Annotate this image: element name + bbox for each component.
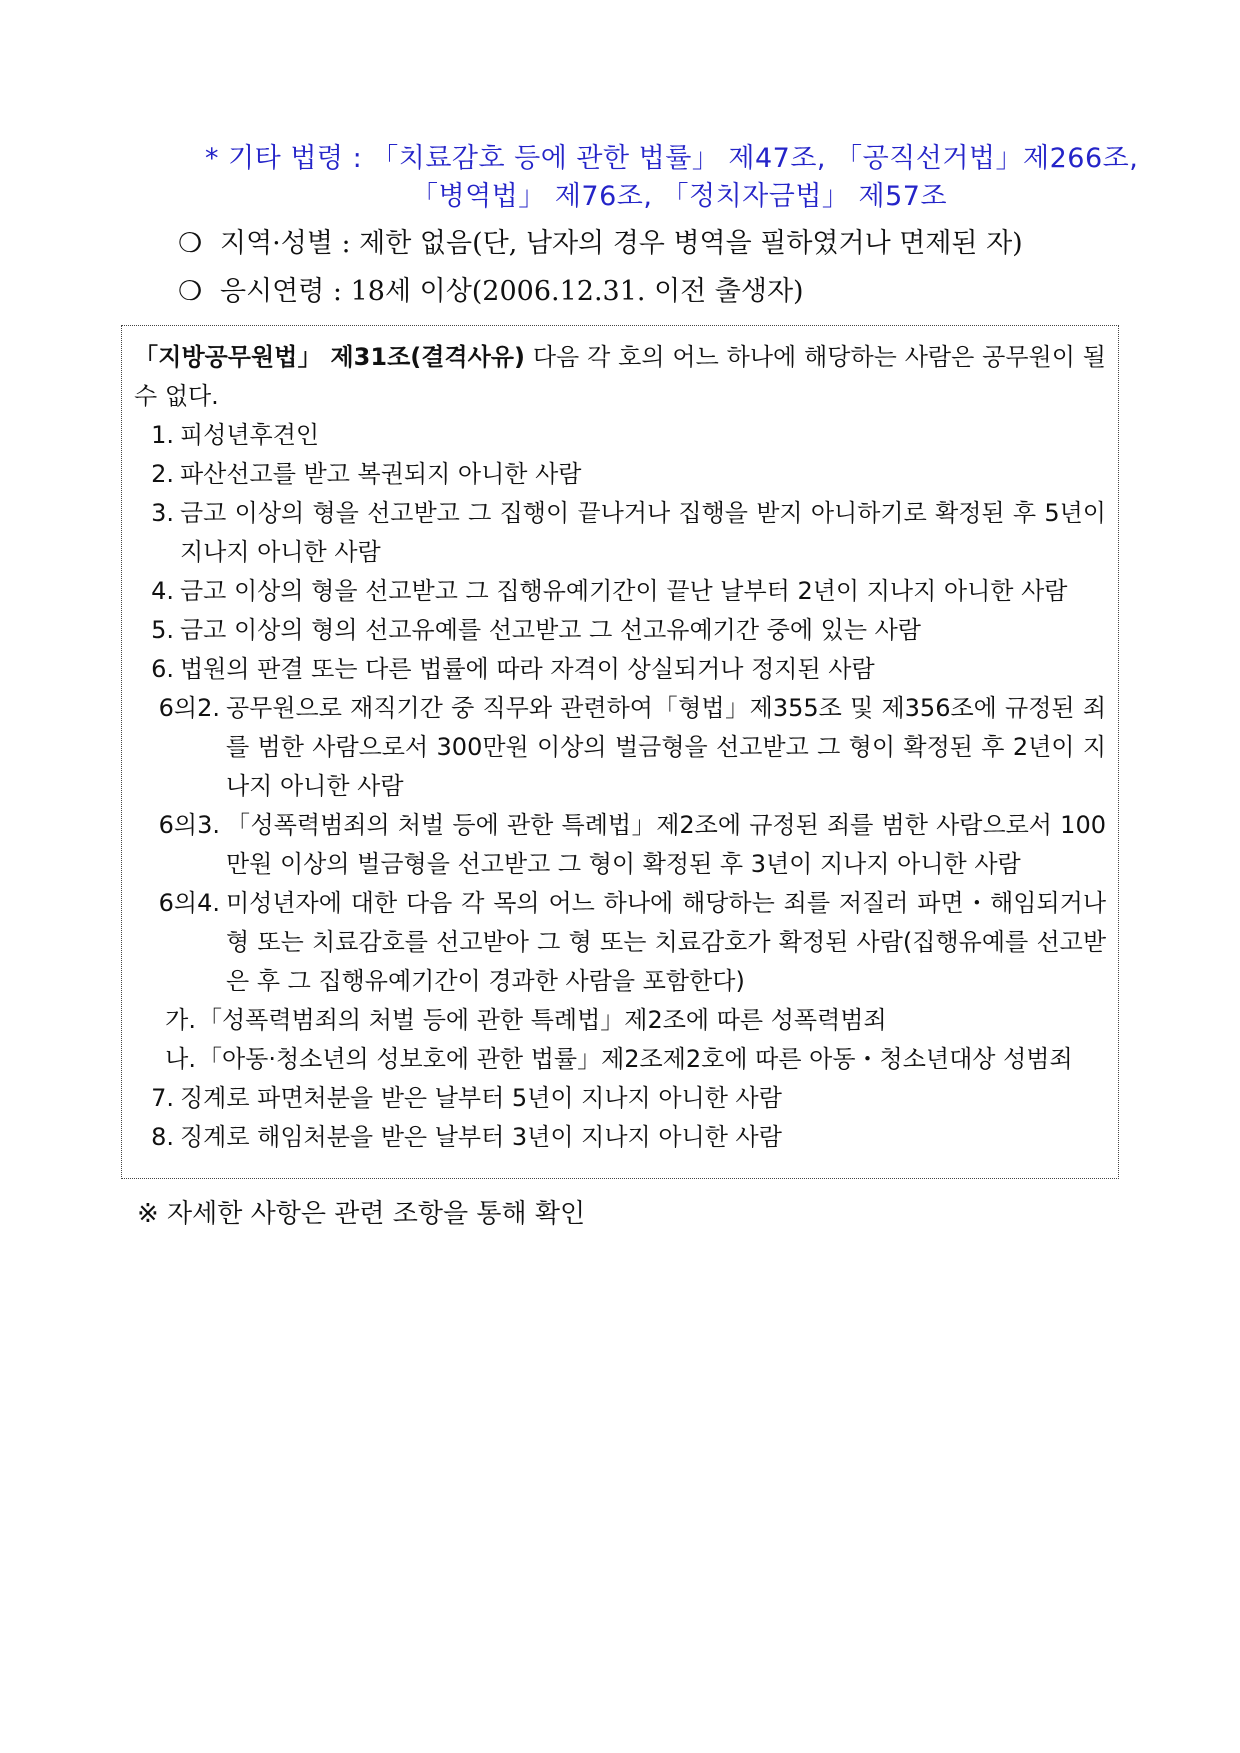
- list-item: [134, 494, 1106, 572]
- item-number: 가.: [165, 1006, 196, 1034]
- list-item: [134, 689, 1106, 806]
- list-item: [134, 572, 1106, 611]
- list-item: [134, 416, 1106, 455]
- item-text: 피성년후견인: [180, 421, 320, 449]
- item-number: 6의2.: [158, 694, 220, 722]
- item-text: 미성년자에 대한 다음 각 목의 어느 하나에 해당하는 죄를 저질러 파면・해임되거나 형 또는 치료감호를 선고받아 그 형 또는 치료감호가 확정된 사람(집행유예를 선고받은 후 그 집행유예기간이 경과한 사람을 포함한다): [226, 889, 1106, 995]
- item-number: 5.: [151, 616, 174, 644]
- item-text: 「성폭력범죄의 처벌 등에 관한 특례법」제2조에 규정된 죄를 범한 사람으로서 100만원 이상의 벌금형을 선고받고 그 형이 확정된 후 3년이 지나지 아니한 사람: [226, 811, 1106, 878]
- circle-bullet-icon: ❍: [178, 276, 203, 307]
- list-item: [134, 884, 1106, 1001]
- item-number: 6.: [151, 655, 174, 683]
- age-bullet: [178, 274, 1138, 310]
- footer-note: ※ 자세한 사항은 관련 조항을 통해 확인: [137, 1199, 586, 1229]
- item-number: 4.: [151, 577, 174, 605]
- region-gender-text: 지역·성별 : 제한 없음(단, 남자의 경우 병역을 필하였거나 면제된 자): [220, 228, 1023, 259]
- disqualification-box: [121, 325, 1119, 1179]
- age-text: 응시연령 : 18세 이상(2006.12.31. 이전 출생자): [220, 276, 804, 307]
- item-text: 금고 이상의 형을 선고받고 그 집행유예기간이 끝난 날부터 2년이 지나지 아니한 사람: [180, 577, 1068, 605]
- item-text: 징계로 해임처분을 받은 날부터 3년이 지나지 아니한 사람: [180, 1123, 782, 1151]
- circle-bullet-icon: ❍: [178, 228, 203, 259]
- item-number: 1.: [151, 421, 174, 449]
- list-item: [134, 1079, 1106, 1118]
- item-text: 「아동·청소년의 성보호에 관한 법률」제2조제2호에 따른 아동・청소년대상 성범죄: [198, 1045, 1073, 1073]
- item-number: 6의4.: [158, 889, 220, 917]
- item-text: 공무원으로 재직기간 중 직무와 관련하여「형법」제355조 및 제356조에 규정된 죄를 범한 사람으로서 300만원 이상의 벌금형을 선고받고 그 형이 확정된 후 2년이 지나지 아니한 사람: [226, 694, 1106, 800]
- list-item: [134, 455, 1106, 494]
- sub-list-item: [134, 1001, 1106, 1040]
- other-laws-line-2: 「병역법」 제76조, 「정치자금법」 제57조: [411, 181, 948, 212]
- item-text: 금고 이상의 형의 선고유예를 선고받고 그 선고유예기간 중에 있는 사람: [180, 616, 921, 644]
- item-number: 나.: [165, 1045, 196, 1073]
- item-number: 8.: [151, 1123, 174, 1151]
- item-number: 6의3.: [158, 811, 220, 839]
- item-number: 7.: [151, 1084, 174, 1112]
- list-item: [134, 611, 1106, 650]
- law-intro: [134, 338, 1106, 416]
- list-item: [134, 806, 1106, 884]
- item-text: 파산선고를 받고 복권되지 아니한 사람: [180, 460, 582, 488]
- list-item: [134, 1118, 1106, 1157]
- law-title: 「지방공무원법」 제31조(결격사유): [134, 343, 525, 371]
- item-text: 징계로 파면처분을 받은 날부터 5년이 지나지 아니한 사람: [180, 1084, 782, 1112]
- sub-list-item: [134, 1040, 1106, 1079]
- other-laws-line-1: * 기타 법령 : 「치료감호 등에 관한 법률」 제47조, 「공직선거법」제266조,: [205, 143, 1139, 174]
- item-text: 「성폭력범죄의 처벌 등에 관한 특례법」제2조에 따른 성폭력범죄: [198, 1006, 887, 1034]
- item-number: 2.: [151, 460, 174, 488]
- item-number: 3.: [151, 499, 174, 527]
- list-item: [134, 650, 1106, 689]
- item-text: 금고 이상의 형을 선고받고 그 집행이 끝나거나 집행을 받지 아니하기로 확정된 후 5년이 지나지 아니한 사람: [180, 499, 1106, 566]
- item-text: 법원의 판결 또는 다른 법률에 따라 자격이 상실되거나 정지된 사람: [180, 655, 875, 683]
- other-laws-note: [205, 140, 1165, 216]
- region-gender-bullet: [178, 226, 1138, 262]
- law-intro-text: 다음 각 호의 어느 하나에 해당하는 사람은 공무원이 될 수 없다.: [134, 343, 1106, 410]
